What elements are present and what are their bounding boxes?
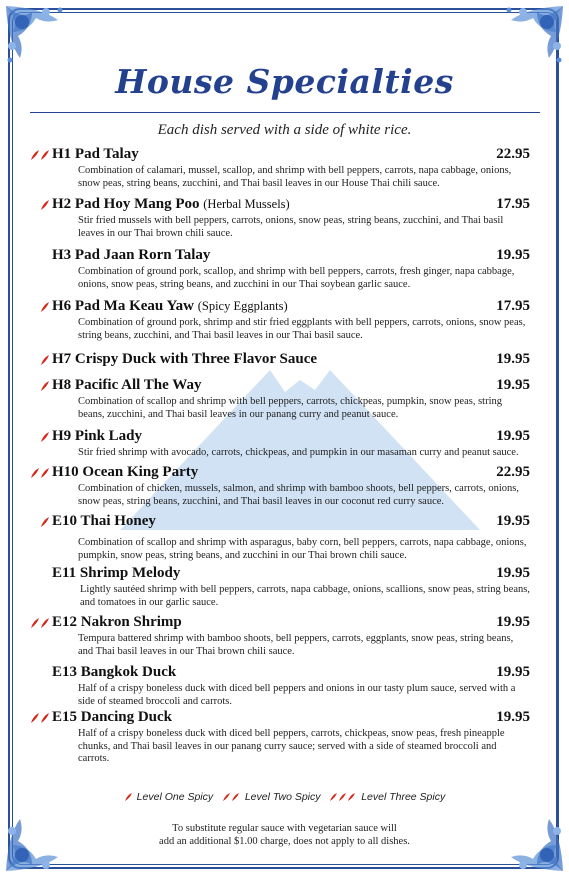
dish-note: (Spicy Eggplants) [197, 299, 288, 313]
dish-name: E12 Nakron Shrimp [52, 614, 182, 630]
dish-price: 17.95 [496, 298, 530, 314]
menu-item [30, 709, 530, 766]
pepper-icon [30, 516, 50, 528]
page-title: House Specialties [115, 62, 454, 101]
pepper-icon [30, 380, 50, 392]
dish-price: 19.95 [496, 565, 530, 581]
dish-name: H6 Pad Ma Keau Yaw [52, 298, 194, 314]
legend-level-three: Level Three Spicy [361, 791, 446, 803]
dish-description: Tempura battered shrimp with bamboo shoots, bell peppers, carrots, eggplants, snow peas, string beans, and Thai basil leaves in our Thai brown chili sauce. [78, 633, 514, 657]
dish-description: Combination of calamari, mussel, scallop, and shrimp with bell peppers, carrots, napa cabbage, onions, snow peas, string beans, zucchini, and Thai basil leaves in our House Thai chili sauce. [78, 165, 512, 189]
pepper-icon [124, 792, 134, 802]
dish-description: Stir fried mussels with bell peppers, carrots, onions, snow peas, string beans, zucchini, and Thai basil leaves in our Thai brown chili sauce. [78, 215, 504, 239]
dish-note: (Herbal Mussels) [203, 197, 290, 211]
dish-price: 19.95 [496, 709, 530, 725]
dish-description: Combination of scallop and shrimp with bell peppers, carrots, chickpeas, pumpkin, snow peas, string beans, zucchini, and Thai basil leaves in our panang curry and peanut sauce. [78, 396, 503, 420]
footer-note [0, 822, 569, 848]
dish-description: Combination of chicken, mussels, salmon, and shrimp with bamboo shoots, bell peppers, carrots, onions, snow peas, string beans, zucchini, and Thai basil leaves in our coconut red curry sauce. [78, 483, 519, 507]
dish-name: H2 Pad Hoy Mang Poo [52, 196, 200, 212]
dish-description: Lightly sautéed shrimp with bell peppers, carrots, napa cabbage, onions, scallions, snow peas, string beans, and tomatoes in our garlic sauce. [80, 584, 530, 608]
dish-name: H1 Pad Talay [52, 146, 139, 162]
dish-price: 19.95 [496, 247, 530, 263]
dish-price: 19.95 [496, 664, 530, 680]
dish-description: Half of a crispy boneless duck with diced bell peppers and onions in our tasty plum sauce, served with a side of steamed broccoli and carrots. [78, 683, 516, 707]
menu-item [30, 513, 530, 562]
spice-legend [0, 791, 569, 803]
legend-level-one: Level One Spicy [136, 791, 214, 803]
menu-item [30, 464, 530, 508]
pepper-icon [222, 792, 242, 802]
dish-price: 19.95 [496, 428, 530, 444]
pepper-icon [329, 792, 358, 802]
pepper-icon [30, 301, 50, 313]
menu-item [30, 298, 530, 342]
menu-item [30, 247, 530, 291]
dish-description: Stir fried shrimp with avocado, carrots, chickpeas, and pumpkin in our masaman curry and peanut sauce. [78, 447, 519, 458]
title-divider [30, 112, 540, 113]
dish-name: E10 Thai Honey [52, 513, 156, 529]
dish-name: E11 Shrimp Melody [52, 565, 181, 581]
footer-line-1: To substitute regular sauce with vegetarian sauce will [172, 823, 397, 834]
dish-price: 19.95 [496, 377, 530, 393]
dish-price: 22.95 [496, 464, 530, 480]
footer-line-2: add an additional $1.00 charge, does not apply to all dishes. [159, 836, 410, 847]
dish-price: 19.95 [496, 614, 530, 630]
menu-item [30, 428, 530, 460]
dish-price: 19.95 [496, 513, 530, 529]
dish-name: H3 Pad Jaan Rorn Talay [52, 247, 211, 263]
dish-description: Half of a crispy boneless duck with diced bell peppers, carrots, chickpeas, snow peas, fresh pineapple chunks, and Thai basil leaves in our panang curry sauce; served with a side of steamed broccoli and carrots. [78, 728, 505, 764]
pepper-icon [30, 199, 50, 211]
dish-name: E13 Bangkok Duck [52, 664, 177, 680]
page-subtitle: Each dish served with a side of white rice. [157, 122, 412, 138]
dish-name: E15 Dancing Duck [52, 709, 173, 725]
dish-price: 17.95 [496, 196, 530, 212]
menu-item [30, 614, 530, 658]
pepper-icon [30, 250, 50, 262]
pepper-icon [30, 667, 50, 679]
menu-item [30, 196, 530, 240]
legend-level-two: Level Two Spicy [244, 791, 321, 803]
dish-description: Combination of ground pork, scallop, and shrimp with bell peppers, carrots, fresh ginger, napa cabbage, onions, snow peas, string beans, and zucchini in our Thai soybean garlic sauce. [78, 266, 515, 290]
pepper-icon [30, 467, 50, 479]
menu-item [30, 146, 530, 190]
menu-item [30, 351, 530, 369]
dish-name: H7 Crispy Duck with Three Flavor Sauce [52, 351, 318, 367]
menu-item [30, 377, 530, 421]
menu-item [30, 565, 530, 609]
pepper-icon [30, 149, 50, 161]
dish-name: H10 Ocean King Party [52, 464, 199, 480]
dish-name: H8 Pacific All The Way [52, 377, 202, 393]
pepper-icon [30, 431, 50, 443]
dish-price: 19.95 [496, 351, 530, 367]
dish-description: Combination of scallop and shrimp with asparagus, baby corn, bell peppers, carrots, napa cabbage, onions, pumpkin, snow peas, string beans, and zucchini in our Thai brown chili sauce. [78, 537, 527, 561]
dish-price: 22.95 [496, 146, 530, 162]
pepper-icon [30, 617, 50, 629]
pepper-icon [30, 354, 50, 366]
pepper-icon [30, 712, 50, 724]
dish-description: Combination of ground pork, shrimp and stir fried eggplants with bell peppers, carrots, onions, snow peas, string beans, zucchini, and Thai basil leaves in our Thai basil sauce. [78, 317, 526, 341]
menu-item [30, 664, 530, 708]
dish-name: H9 Pink Lady [52, 428, 143, 444]
pepper-icon [30, 568, 50, 580]
